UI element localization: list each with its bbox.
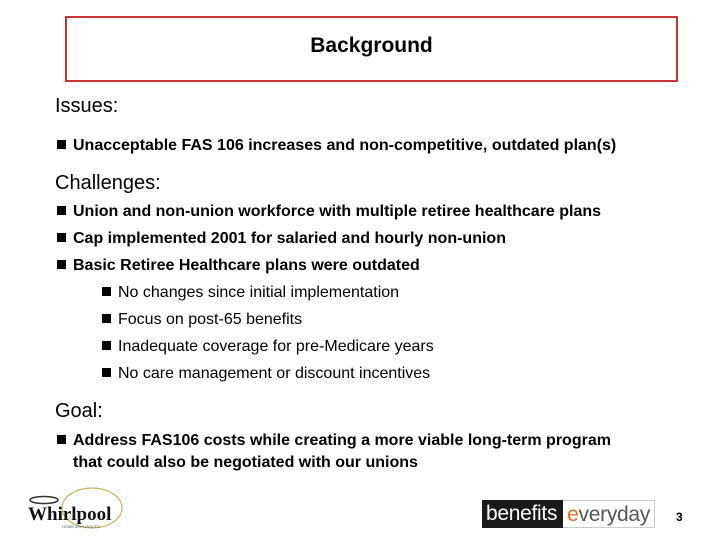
issues-bullet-1 bbox=[57, 137, 616, 155]
issues-heading: Issues: bbox=[55, 95, 119, 117]
bullet-square-icon bbox=[57, 140, 66, 149]
title-box bbox=[65, 16, 678, 82]
challenges-bullet-2 bbox=[57, 230, 506, 248]
bullet-square-icon bbox=[57, 233, 66, 242]
challenges-heading: Challenges: bbox=[55, 172, 161, 194]
goal-bullet-continuation: that could also be negotiated with our unions bbox=[73, 454, 418, 471]
everyday-e: e bbox=[567, 503, 579, 526]
bullet-text: Basic Retiree Healthcare plans were outdated bbox=[73, 257, 420, 274]
whirlpool-wordmark: Whirlpool bbox=[28, 504, 112, 525]
slide-title: Background bbox=[310, 34, 433, 57]
bullet-text: Union and non-union workforce with multiple retiree healthcare plans bbox=[73, 203, 602, 220]
goal-heading: Goal: bbox=[55, 400, 103, 422]
everyday-wordmark bbox=[563, 500, 655, 528]
everyday-rest: veryday bbox=[578, 503, 650, 526]
bullet-text: Address FAS106 costs while creating a more viable long-term program bbox=[73, 432, 611, 449]
benefits-wordmark: benefits bbox=[482, 500, 563, 528]
bullet-square-icon bbox=[57, 260, 66, 269]
bullet-square-icon bbox=[102, 314, 111, 323]
sub-bullet-2 bbox=[102, 311, 302, 329]
bullet-text: No care management or discount incentives bbox=[118, 365, 431, 382]
whirlpool-ring-icon bbox=[30, 497, 58, 504]
sub-bullet-3 bbox=[102, 338, 434, 356]
bullet-square-icon bbox=[102, 368, 111, 377]
challenges-bullet-3 bbox=[57, 257, 420, 275]
bullet-square-icon bbox=[102, 341, 111, 350]
challenges-bullet-1 bbox=[57, 203, 601, 221]
sub-bullet-1 bbox=[102, 284, 399, 302]
page-number: 3 bbox=[676, 510, 683, 524]
whirlpool-logo bbox=[22, 486, 126, 542]
bullet-text: Cap implemented 2001 for salaried and hourly non-union bbox=[73, 230, 506, 247]
bullet-square-icon bbox=[57, 206, 66, 215]
bullet-square-icon bbox=[102, 287, 111, 296]
bullet-text: Focus on post-65 benefits bbox=[118, 311, 303, 328]
benefits-everyday-logo bbox=[482, 500, 655, 528]
bullet-text: No changes since initial implementation bbox=[118, 284, 400, 301]
bullet-text: Inadequate coverage for pre-Medicare years bbox=[118, 338, 434, 355]
whirlpool-subtext: HOME APPLIANCES bbox=[62, 524, 101, 529]
goal-bullet-1 bbox=[57, 432, 611, 450]
bullet-text: Unacceptable FAS 106 increases and non-competitive, outdated plan(s) bbox=[73, 137, 617, 154]
sub-bullet-4 bbox=[102, 365, 430, 383]
bullet-square-icon bbox=[57, 435, 66, 444]
